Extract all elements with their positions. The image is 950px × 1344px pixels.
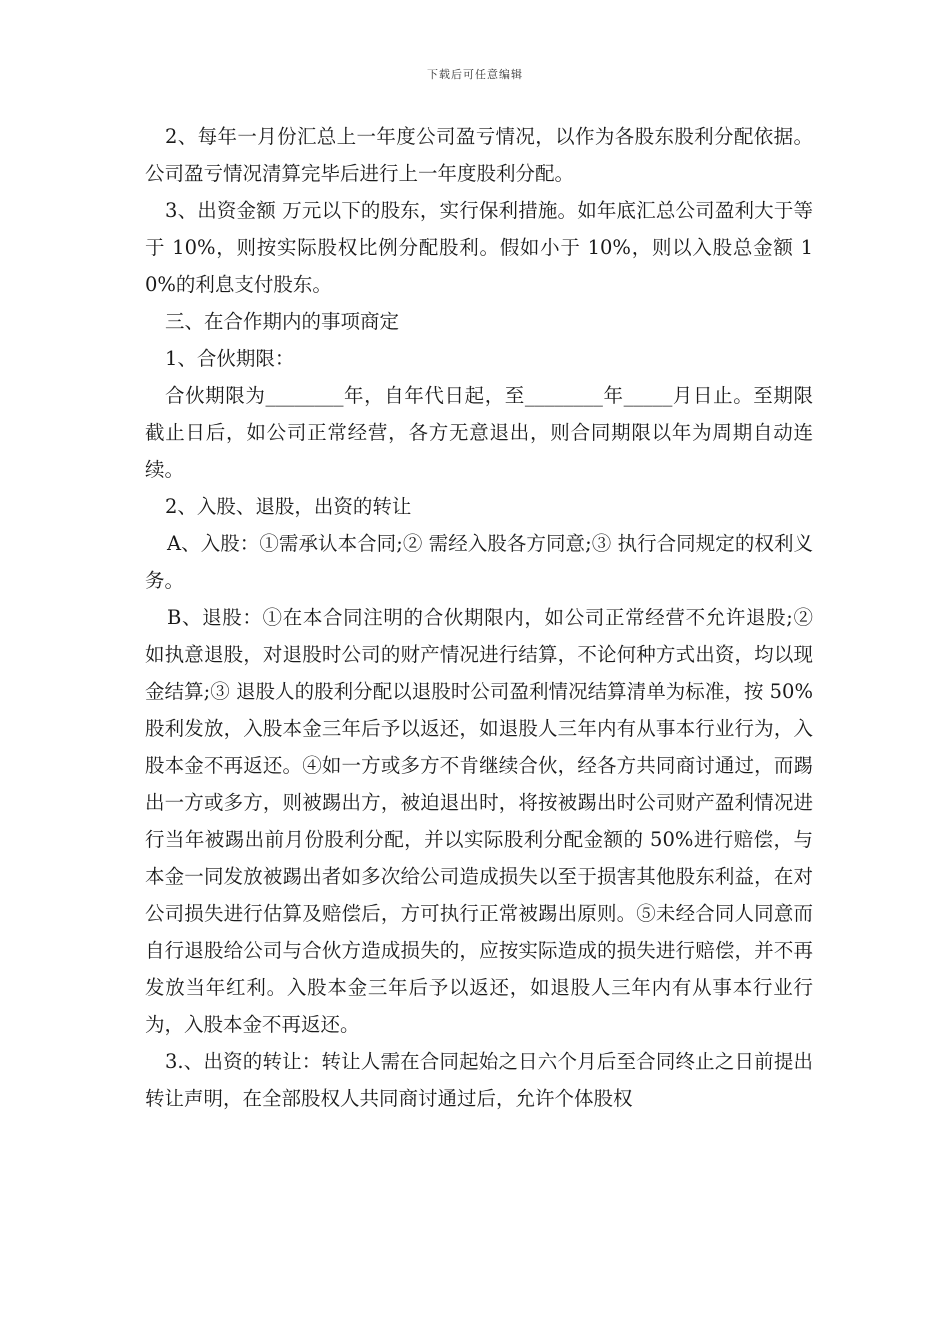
page-header: 下载后可任意编辑 (427, 68, 523, 81)
subheading-partnership-term: 1、合伙期限： (165, 347, 295, 370)
paragraph-guaranteed-profit: 3、出资金额 万元以下的股东，实行保利措施。如年底汇总公司盈利大于等于 10%，则按实际股权比例分配股利。假如小于 10%，则以入股总金额 10%的利息支付股东。 (145, 199, 813, 296)
paragraph-withdrawal: B、退股：①在本合同注明的合伙期限内，如公司正常经营不允许退股;② 如执意退股，对退股时公司的财产情况进行结算，不论何种方式出资，均以现金结算;③ 退股人的股利分配以退股时公司盈利情况结算清单为标准，按 50%股利发放，入股本金三年后予以返还，如退股人三年内有从事本行业行为，入股本金不再返还。④如一方或多方不肯继续合伙，经各方共同商讨通过，而踢出一方或多方，则被踢出方，被迫退出时，将按被踢出时公司财产盈利情况进行当年被踢出前月份股利分配，并以实际股利分配金额的 50%进行赔偿，与本金一同发放被踢出者如多次给公司造成损失以至于损害其他股东利益，在对公司损失进行估算及赔偿后，方可执行正常被踢出原则。⑤未经合同人同意而自行退股给公司与合伙方造成损失的，应按实际造成的损失进行赔偿，并不再发放当年红利。入股本金三年后予以返还，如退股人三年内有从事本行业行为，入股本金不再返还。 (145, 606, 813, 1036)
paragraph-dividend-timing: 2、每年一月份汇总上一年度公司盈亏情况，以作为各股东股利分配依据。公司盈亏情况清算完毕后进行上一年度股利分配。 (145, 125, 813, 185)
subheading-share-transfer: 2、入股、退股，出资的转让 (165, 495, 412, 518)
paragraph-joining: A、入股：①需承认本合同;② 需经入股各方同意;③ 执行合同规定的权利义务。 (145, 532, 813, 592)
section-heading-cooperation-matters: 三、在合作期内的事项商定 (165, 310, 400, 333)
paragraph-capital-transfer: 3.、出资的转让：转让人需在合同起始之日六个月后至合同终止之日前提出转让声明，在全部股权人共同商讨通过后，允许个体股权 (145, 1050, 813, 1110)
document-body (145, 118, 813, 1117)
paragraph-partnership-term: 合伙期限为________年，自年代日起，至________年_____月日止。至期限截止日后，如公司正常经营，各方无意退出，则合同期限以年为周期自动连续。 (145, 384, 813, 481)
